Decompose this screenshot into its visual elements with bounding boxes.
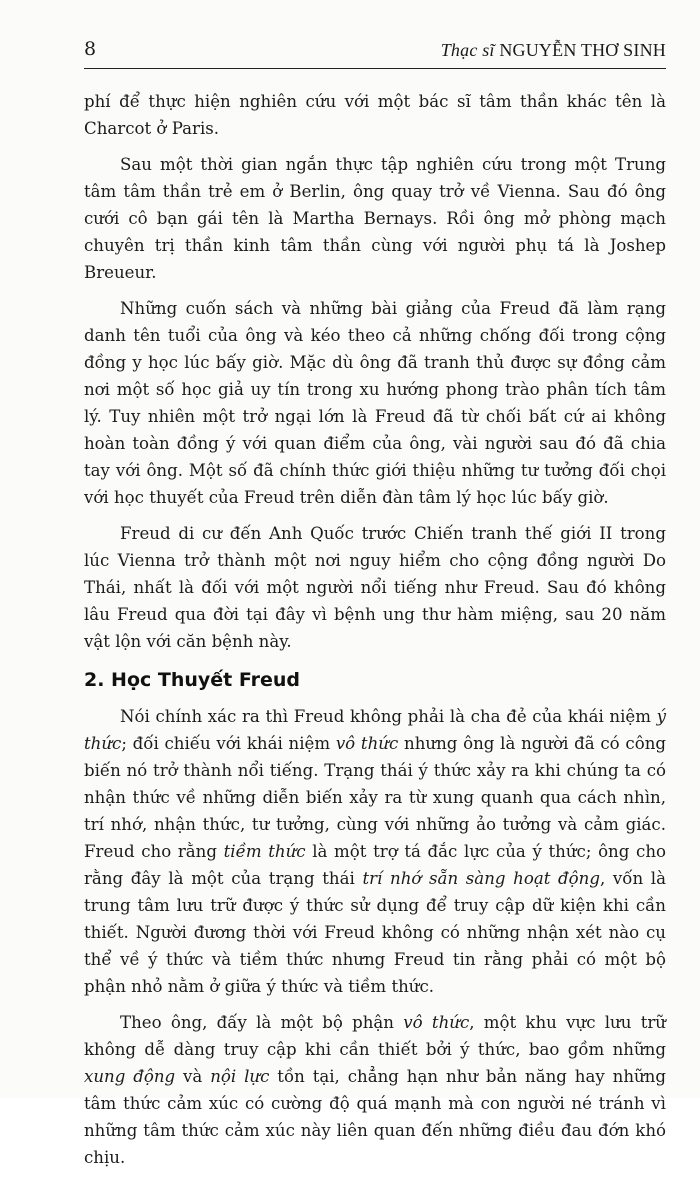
page-body bbox=[84, 88, 666, 1180]
page-number: 8 bbox=[84, 38, 97, 60]
emphasis: vô thức bbox=[335, 734, 399, 753]
text-run: Theo ông, đấy là một bộ phận bbox=[120, 1013, 404, 1032]
text-run: nhưng ông là người đã có công biến nó trở thành nổi tiếng. Trạng thái ý thức xảy ra khi chúng ta có nhận thức về những diễn biến xảy ra từ xung quanh qua cách nhìn, trí nhớ, nhận thức, tư tưởng, cùng với những ảo tưởng và cảm giác. Freud cho rằng bbox=[84, 734, 667, 861]
text-run: Nói chính xác ra thì Freud không phải là cha đẻ của khái niệm bbox=[120, 707, 657, 726]
text-run: là một trợ tá đắc lực của ý thức; ông cho rằng đây là một của trạng thái bbox=[84, 842, 666, 888]
emphasis: vô thức bbox=[403, 1013, 470, 1032]
text-run: , một khu vực lưu trữ không dễ dàng truy cập khi cần thiết bởi ý thức, bao gồm những bbox=[84, 1013, 666, 1059]
section-heading: 2. Học Thuyết Freud bbox=[84, 669, 301, 691]
emphasis: xung động bbox=[84, 1067, 176, 1086]
author-title: Thạc sĩ bbox=[440, 40, 495, 60]
paragraph: Freud di cư đến Anh Quốc trước Chiến tranh thế giới II trong lúc Vienna trở thành một nơi nguy hiểm cho cộng đồng người Do Thái, nhất là đối với một người nổi tiếng như Freud. Sau đó không lâu Freud qua đời tại đây vì bệnh ung thư hàm miệng, sau 20 năm vật lộn với căn bệnh này. bbox=[84, 524, 666, 651]
text-run: và bbox=[175, 1067, 211, 1086]
paragraph: Sau một thời gian ngắn thực tập nghiên cứu trong một Trung tâm tâm thần trẻ em ở Berlin, ông quay trở về Vienna. Sau đó ông cưới cô bạn gái tên là Martha Bernays. Rồi ông mở phòng mạch chuyên trị thần kinh tâm thần cùng với người phụ tá là Joshep Breueur. bbox=[84, 155, 666, 282]
emphasis: tiềm thức bbox=[223, 842, 306, 861]
paragraph: Những cuốn sách và những bài giảng của Freud đã làm rạng danh tên tuổi của ông và kéo theo cả những chống đối trong cộng đồng y học lúc bấy giờ. Mặc dù ông đã tranh thủ được sự đồng cảm nơi một số học giả uy tín trong xu hướng phong trào phân tích tâm lý. Tuy nhiên một trở ngại lớn là Freud đã từ chối bất cứ ai không hoàn toàn đồng ý với quan điểm của ông, vài người sau đó đã chia tay với ông. Một số đã chính thức giới thiệu những tư tưởng đối chọi với học thuyết của Freud trên diễn đàn tâm lý học lúc bấy giờ. bbox=[84, 299, 666, 507]
emphasis: nội lực bbox=[210, 1067, 270, 1086]
text-run: tồn tại, chẳng hạn như bản năng hay những tâm thức cảm xúc có cường độ quá mạnh mà con người né tránh vì những tâm thức cảm xúc này liên quan đến những điều đau đớn khó chịu. bbox=[84, 1067, 666, 1167]
text-run: ; đối chiếu với khái niệm bbox=[121, 734, 336, 753]
running-head bbox=[441, 40, 666, 61]
paragraph bbox=[84, 1009, 666, 1171]
paragraph: phí để thực hiện nghiên cứu với một bác sĩ tâm thần khác tên là Charcot ở Paris. bbox=[84, 92, 666, 138]
page-header bbox=[84, 34, 666, 69]
text-run: , vốn là trung tâm lưu trữ được ý thức sử dụng để truy cập dữ kiện khi cần thiết. Người đương thời với Freud không có những nhận xét nào cụ thể về ý thức và tiềm thức nhưng Freud tin rằng phải có một bộ phận nhỏ nằm ở giữa ý thức và tiềm thức. bbox=[84, 869, 666, 996]
emphasis: ý thức bbox=[84, 707, 666, 753]
author-name: NGUYỄN THƠ SINH bbox=[499, 40, 666, 60]
emphasis: trí nhớ sẵn sàng hoạt động bbox=[362, 869, 600, 888]
paragraph bbox=[84, 703, 666, 1000]
